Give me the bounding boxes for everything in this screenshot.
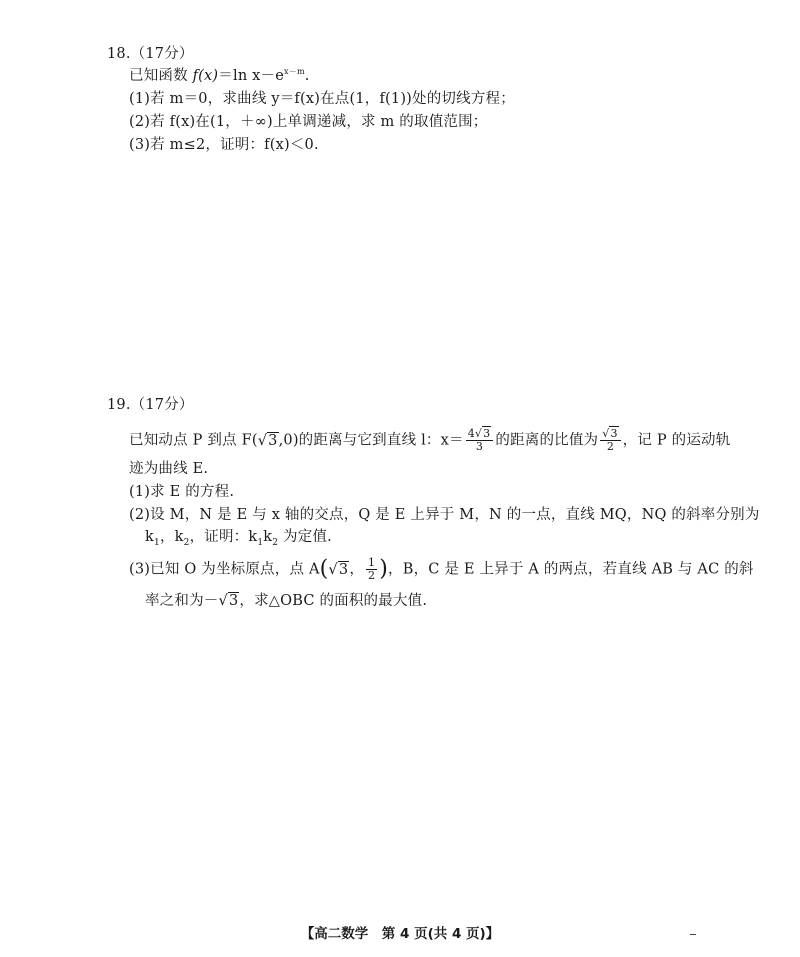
frac2-sqrt: 3 (610, 427, 618, 440)
fraction-denominator: 3 (475, 440, 484, 453)
sqrt-symbol: √3 (602, 427, 618, 440)
k2-sub: 2 (183, 538, 190, 548)
q19-p3-b: ，B，C 是 E 上异于 A 的两点，若直线 AB 与 AC 的斜 (388, 561, 754, 578)
k1k2-a: ，证明：k (189, 529, 258, 545)
q19-part-1: (1)求 E 的方程. (129, 484, 235, 500)
sqrt-symbol: √3 (328, 561, 349, 578)
q18-part-1: (1)若 m＝0，求曲线 y＝f(x)在点(1，f(1))处的切线方程； (129, 91, 515, 107)
k1-k: k (145, 529, 154, 545)
q19-p2-end: 为定值. (278, 529, 332, 545)
q19-part-2-line-2 (145, 527, 332, 549)
fraction (366, 557, 377, 582)
sqrt-symbol: √3 (257, 432, 278, 449)
q18-stem-a: 已知函数 (129, 68, 193, 84)
q18-stem (129, 66, 310, 88)
q19-p3-c-b: ，求△OBC 的面积的最大值. (239, 593, 428, 609)
q19-part-3-line-1 (129, 557, 754, 582)
fraction (466, 428, 494, 453)
sqrt-symbol: √3 (474, 427, 491, 440)
q18-stem-fx: f(x) (192, 68, 219, 84)
q18-number: 18.（17分） (107, 46, 194, 62)
k1k2-b: k (263, 529, 273, 545)
k2-k: ，k (159, 529, 184, 545)
k1k2-b-sub: 2 (272, 538, 279, 548)
q19-p3-c-sqrt3: 3 (228, 593, 239, 609)
page-footer: 【高二数学 第 4 页(共 4 页)】 (300, 926, 500, 942)
q19-part-3-line-2 (145, 591, 427, 611)
q19-number: 19.（17分） (107, 397, 194, 413)
q18-part-3: (3)若 m≤2，证明：f(x)＜0. (129, 137, 319, 153)
q19-l1-a: 已知动点 P 到点 F( (129, 432, 258, 449)
q19-part-2-line-1: (2)设 M，N 是 E 与 x 轴的交点，Q 是 E 上异于 M，N 的一点，直线 MQ，NQ 的斜率分别为 (129, 507, 760, 523)
q19-p3-sqrt3: 3 (338, 561, 349, 578)
right-paren: ) (379, 556, 389, 582)
q18-stem-exponent: x－m (284, 67, 305, 76)
q19-p3-c-a: 率之和为－ (145, 593, 219, 609)
corner-mark (690, 934, 696, 935)
q18-stem-eq: ＝ln x－e (218, 68, 285, 84)
q19-l1-sqrt3: 3 (268, 432, 278, 449)
q19-l1-c: 的距离的比值为 (495, 432, 599, 449)
fraction-numerator: 1 (368, 556, 376, 569)
q18-part-2: (2)若 f(x)在(1，＋∞)上单调递减，求 m 的取值范围； (129, 114, 488, 130)
fraction (600, 428, 620, 453)
k1-sub: 1 (154, 538, 160, 548)
left-paren: ( (319, 556, 329, 582)
q19-p3-comma: ， (349, 561, 365, 578)
q19-stem-line-1 (129, 428, 730, 453)
fraction-denominator: 2 (368, 569, 376, 582)
sqrt-symbol: √3 (218, 593, 239, 609)
q19-l1-b: ,0)的距离与它到直线 l：x＝ (278, 432, 464, 449)
q19-p3-a: (3)已知 O 为坐标原点，点 A (129, 561, 320, 578)
k1k2-a-sub: 1 (257, 538, 264, 548)
frac-coef: 4 (467, 427, 475, 440)
q19-stem-line-2: 迹为曲线 E. (129, 461, 209, 477)
q18-stem-end: . (304, 68, 310, 84)
q19-l1-d: ，记 P 的运动轨 (622, 432, 731, 449)
fraction-denominator: 2 (606, 440, 615, 453)
frac-sqrt: 3 (483, 427, 491, 440)
